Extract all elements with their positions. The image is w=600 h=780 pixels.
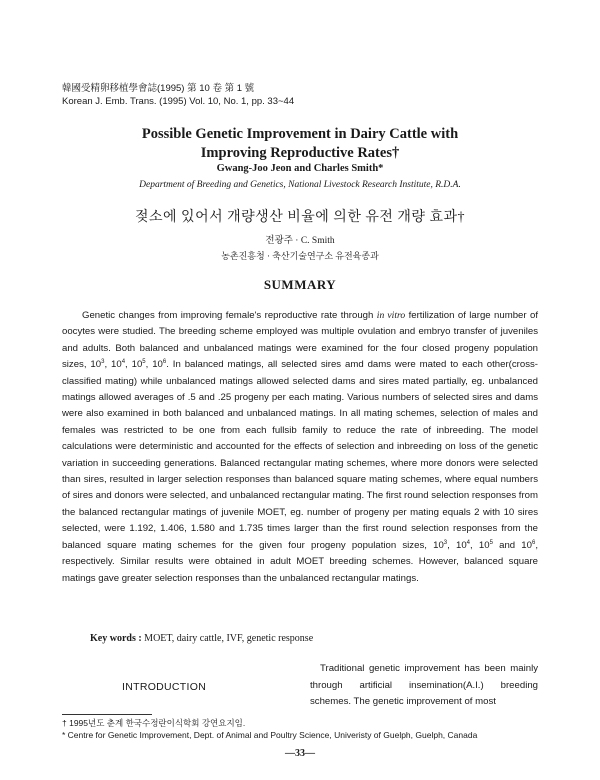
paper-title [40,125,560,163]
page-number: —33— [285,748,315,759]
korean-affiliation: 농촌진흥청 · 축산기술연구소 유전육종과 [221,251,379,261]
korean-authors: 전광주 · C. Smith [265,236,335,246]
footnote-2: * Centre for Genetic Improvement, Dept. of Animal and Poultry Science, Univeristy of Guelph, Guelph, Canada [62,730,478,740]
summary-heading: SUMMARY [263,277,337,292]
italic-term: in vitro [376,310,406,321]
introduction-heading: INTRODUCTION [122,681,207,693]
introduction-text: Traditional genetic improvement has been mainly through artificial insemination(A.I.) breeding schemes. The genetic improvement of most [310,663,538,707]
korean-title: 젖소에 있어서 개량생산 비율에 의한 유전 개량 효과† [134,210,465,225]
journal-title-korean: 韓國受精卵移植學會誌(1995) 第 10 卷 第 1 號 [62,83,255,94]
paper-title-line2: Improving Reproductive Rates† [200,145,400,161]
abstract-body [62,308,538,587]
keywords-label: Key words : [90,633,142,644]
paper-title-line1: Possible Genetic Improvement in Dairy Cattle with [141,126,459,142]
journal-header [62,82,294,108]
footnote-1: † 1995년도 춘계 한국수정란이식학회 강연요지임. [62,718,246,728]
affiliation: Department of Breeding and Genetics, National Livestock Research Institute, R.D.A. [139,180,461,190]
abstract-paragraph: Genetic changes from improving female's reproductive rate through in vitro fertilization of large number of oocytes were studied. The breeding scheme employed was multiple ovulation and embryo transfer of juveniles and adults. Both balanced and unbalanced matings were examined for the four closed progeny population sizes, $10^3$, $10^4$, $10^5$, $10^6$. In balanced matings, all selected sires amd dams were mated to each other(cross-classified mating) while unbalanced matings allowed selected dams and sires mated partially, eg. unbalanced matings allowed averages of .5 and .25 progeny per each mating. Various numbers of selected sires and dams were also examined in both balanced and unbalanced matings. In all mating schemes, selection of males and females was restricted to be one from each fullsib family to reduce the rate of inbreeding. The model calculations were deterministic and accounted for the effects of selection and inbreeding on loss of the genetic variation in succeeding generations. Balanced rectangular mating schemes, where more donors were selected than sires, resulted in larger selection responses than balanced square mating schemes, where equal numbers of sires and donors were selected, and unbalanced rectangular mating. The first round selection responses from the balanced rectangular matings of juvenile MOET, eg. number of progeny per mating equals 2 with 10 sires selected, were 1.192, 1.406, 1.580 and 1.735 times larger than the first round selection responses from the balanced square mating schemes for the given four progeny population sizes, $10^3$, $10^4$, $10^5$ and $10^6$, respectively. Similar results were obtained in adult MOET breeding schemes. However, balanced square matings gave greater selection responses than the unbalanced rectangular matings. [62,310,538,584]
keywords-text: MOET, dairy cattle, IVF, genetic response [141,633,314,644]
keywords [90,633,313,644]
footnote-rule [62,714,152,715]
author-list: Gwang-Joo Jeon and Charles Smith* [216,163,384,174]
journal-title-english: Korean J. Emb. Trans. (1995) Vol. 10, No. 1, pp. 33~44 [62,96,295,107]
